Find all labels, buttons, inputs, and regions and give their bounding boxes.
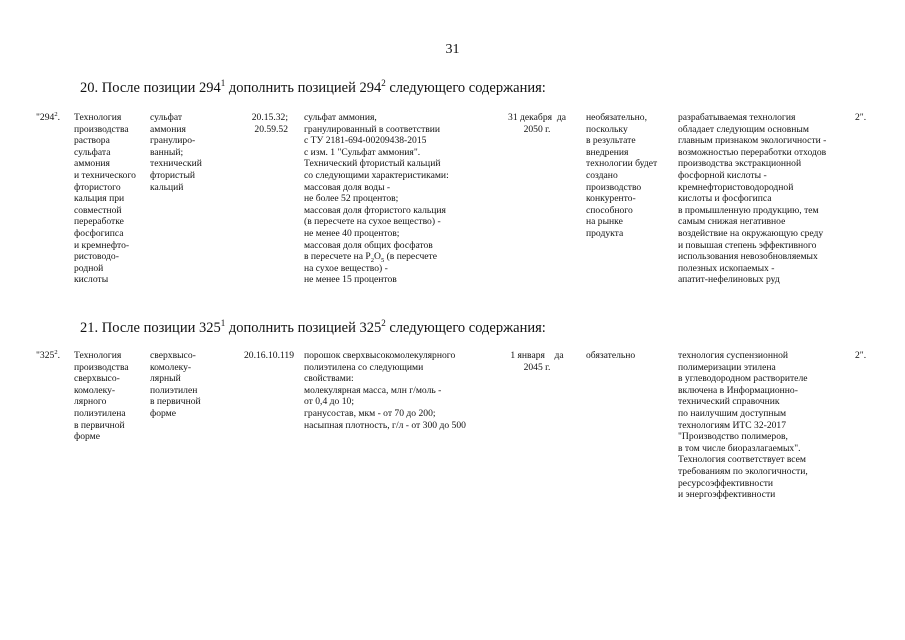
justification-cell: разрабатываемая технология обладает следующим основным главным признаком экологичности - возможностью переработки отходов производства экстракционной фосфорной кислоты - кремнефтористоводородной кислоты и фосфогипса в промышленную продукцию, тем самым снижая негативное воздействие на окружающую среду и повышая степень эффективного использования невозобновляемых полезных ископаемых - апатит-нефелиновых руд xyxy=(678,112,827,286)
position-suffix: . xyxy=(57,350,60,361)
heading-text-part: 21. После позиции 325 xyxy=(80,319,221,336)
heading-text-part: 20. После позиции 294 xyxy=(80,79,221,96)
characteristics-text: O xyxy=(374,251,381,263)
requirement-cell: обязательно xyxy=(586,350,636,361)
position-number xyxy=(36,112,60,124)
heading-text-part: следующего содержания: xyxy=(385,79,546,96)
position-superscript: 2 xyxy=(54,110,58,118)
technology-cell: Технология производства раствора сульфата аммония и технического фтористого кальция при совместной переработке фосфогипса и кремнефто- ристоводо- родной кислоты xyxy=(74,112,136,286)
heading-superscript: 1 xyxy=(220,78,226,88)
deadline-cell: 31 декабря да 2050 г. xyxy=(508,112,566,135)
characteristics-text: сульфат аммония, гранулированный в соответствии с ТУ 2181-694-00209438-2015 с изм. 1 "Сульфат аммония". Технический фтористый кальций со следующими характеристиками: массовая доля воды - не более 52 процентов; массовая доля фтористого кальция (в пересчете на сухое вещество) - не менее 40 процентов; массовая доля общих фосфатов в пересчете на P xyxy=(304,112,449,263)
requirement-cell: необязательно, поскольку в результате внедрения технологии будет создано производство конкуренто- способного на рынке продукта xyxy=(586,112,658,239)
heading-superscript: 1 xyxy=(220,318,226,328)
deadline-cell: 1 января да 2045 г. xyxy=(510,350,564,373)
product-cell: сверхвысо- комолеку- лярный полиэтилен в первичной форме xyxy=(150,350,201,419)
position-number xyxy=(36,350,60,362)
characteristics-cell xyxy=(304,112,449,286)
technology-cell: Технология производства сверхвысо- комолеку- лярного полиэтилена в первичной форме xyxy=(74,350,129,443)
level-cell: 2". xyxy=(855,350,867,361)
position-base: "294 xyxy=(36,112,55,123)
page-number: 31 xyxy=(445,42,460,57)
heading-text-part: дополнить позицией 325 xyxy=(225,319,382,336)
characteristics-cell: порошок сверхвысокомолекулярного полиэтилена со следующими свойствами: молекулярная масса, млн г/моль - от 0,4 до 10; гранусостав, мкм - от 70 до 200; насыпная плотность, г/л - от 300 до 500 xyxy=(304,350,466,431)
justification-cell: технология суспензионной полимеризации этилена в углеводородном растворителе включена в Информационно- технический справочник по наилучшим доступным технологиям ИТС 32-2017 "Производство полимеров, в том числе биоразлагаемых". Технология соответствует всем требованиям по экологичности, ресурсоэффективности и энергоэффективности xyxy=(678,350,808,501)
code-cell: 20.15.32; 20.59.52 xyxy=(251,112,288,135)
characteristics-text: (в пересчете на сухое вещество) - не менее 15 процентов xyxy=(304,251,437,286)
product-cell: сульфат аммония гранулиро- ванный; технический фтористый кальций xyxy=(150,112,202,193)
code-cell: 20.16.10.119 xyxy=(243,350,294,361)
position-superscript: 2 xyxy=(54,348,58,356)
heading-text-part: следующего содержания: xyxy=(385,319,546,336)
heading-superscript: 2 xyxy=(381,318,386,328)
characteristics-subscript: 5 xyxy=(380,257,385,265)
heading-superscript: 2 xyxy=(381,78,386,88)
section-20-heading xyxy=(80,78,546,97)
section-21-heading xyxy=(80,318,546,337)
level-cell: 2". xyxy=(855,112,867,123)
position-suffix: . xyxy=(57,112,60,123)
position-base: "325 xyxy=(36,350,55,361)
characteristics-subscript: 2 xyxy=(370,257,374,265)
heading-text-part: дополнить позицией 294 xyxy=(225,79,382,96)
